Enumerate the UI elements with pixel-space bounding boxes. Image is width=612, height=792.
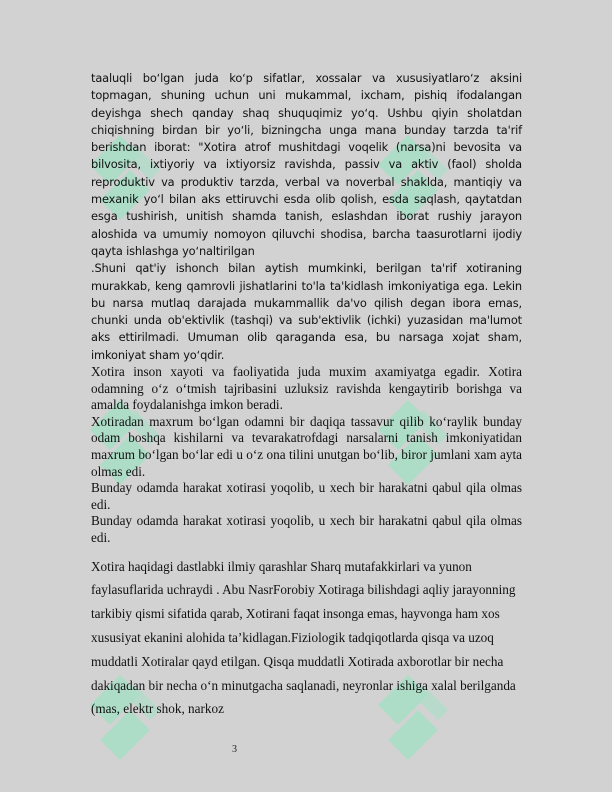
paragraph-motor-memory: Bunday odamda harakat xotirasi yoqolib, u xech bir harakatni qabul qila olmas edi.	[91, 480, 522, 512]
page-number: 3	[232, 744, 237, 755]
paragraph-memory-definition: taaluqli boʻlgan juda koʻp sifatlar, xossalar va xususiyatlaroʻz aksini topmagan, shuning uchun uni mukammal, ixcham, pishiq ifodalangan deyishga shech qanday shaq shuquqimiz yoʻq. Ushbu qiyin sholatdan chiqishning birdan bir yoʻli, bizningcha unga mana bunday tarzda ta'rif berishdan iborat: "Xotira atrof mushitdagi voqelik (narsa)ni bevosita va bilvosita, ixtiyoriy va ixtiyorsiz ravishda, passiv va aktiv (faol) sholda reproduktiv va produktiv tarzda, verbal va noverbal shaklda, mantiqiy va mexanik yoʻl bilan aks ettiruvchi esda olib qolish, esda saqlash, qaytatdan esga tushirish, unitish shamda tanish, eslashdan iborat rushiy jarayon aloshida va umumiy nomoyon qiluvchi shodisa, barcha taasurotlarni ijodiy qayta ishlashga yoʻnaltirilgan	[91, 71, 522, 258]
paragraph-scientific-views: Xotira haqidagi dastlabki ilmiy qarashlar Sharq mutafakkirlari va yunon faylasuflarida uchraydi . Abu NasrForobiy Xotiraga bilishdagi aqliy jarayonning tarkibiy qismi sifatida qarab, Xotirani faqat insonga emas, hayvonga ham xos xususiyat ekanini alohida ta’kidlagan.Fiziologik tadqiqotlarda qisqa va uzoq muddatli Xotiralar qayd etilgan. Qisqa muddatli Xotirada axborotlar bir necha dakiqadan bir necha oʻn minutgacha saqlanadi, neyronlar ishiga xalal berilganda (mas, elektr shok, narkoz	[91, 558, 516, 717]
paragraph-without-memory: Xotiradan maxrum boʻlgan odamni bir daqiqa tassavur qilib koʻraylik bunday odam boshqa kishilarni va tevarakatrofdagi narsalarni tanish imkoniyatidan maxrum boʻlgan boʻlar edi u oʻz ona tilini unutgan boʻlib, biror jumlani xam ayta olmas edi.	[91, 413, 522, 479]
paragraph-definition-commentary: .Shuni qat'iy ishonch bilan aytish mumkinki, berilgan ta'rif xotiraning murakkab, keng qamrovli jishatlarini to'la ta'kidlash imkoniyatiga ega. Lekin bu narsa mutlaq darajada mukammallik da'vo qilish degan ibora emas, chunki unda ob'ektivlik (tashqi) va sub'ektivlik (ichki) yuzasidan ma'lumot aks ettirilmadi. Umuman olib qaraganda esa, bu narsaga xojat sham, imkoniyat sham yoʻqdir.	[91, 261, 522, 362]
document-body	[91, 70, 522, 721]
paragraph-motor-memory-repeat: Bunday odamda harakat xotirasi yoqolib, u xech bir harakatni qabul qila olmas edi.	[91, 513, 522, 545]
paragraph-memory-importance: Xotira inson xayoti va faoliyatida juda muxim axamiyatga egadir. Xotira odamning oʻz oʻtmish tajribasini uzluksiz ravishda kengaytirib borishga va amalda foydalanishga imkon beradi.	[91, 364, 522, 413]
